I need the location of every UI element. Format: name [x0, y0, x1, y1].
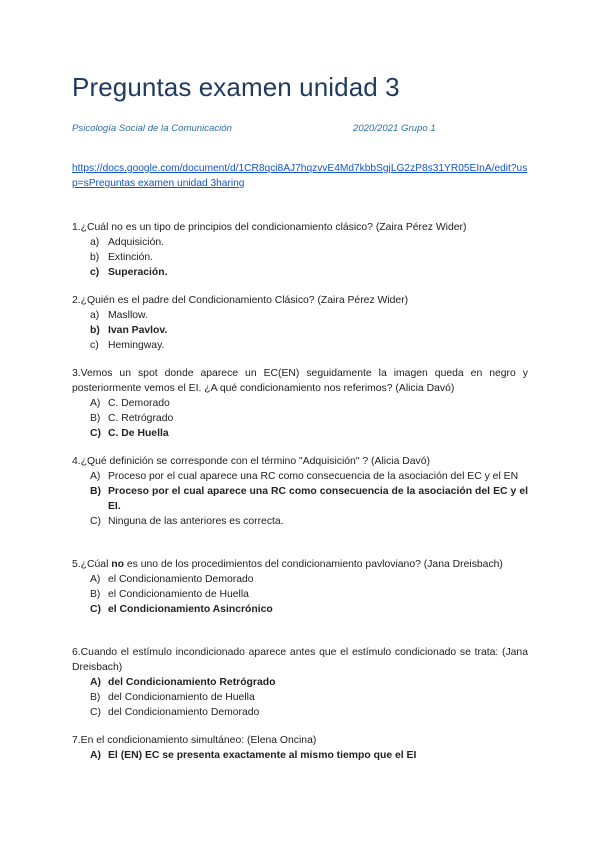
option-correct: C) C. De Huella: [90, 428, 169, 439]
option: B) el Condicionamiento de Huella: [90, 589, 249, 600]
question-4: [72, 454, 528, 529]
option-correct: b) Ivan Pavlov.: [90, 325, 168, 336]
option: a) Adquisición.: [90, 237, 165, 248]
question-3: [72, 366, 528, 441]
options-list: [72, 572, 528, 617]
year-group: 2020/2021 Grupo 1: [353, 123, 436, 134]
question-stem: 7.En el condicionamiento simultáneo: (Elena Oncina): [72, 735, 317, 746]
question-7: [72, 733, 528, 763]
option: c) Hemingway.: [90, 340, 165, 351]
question-stem: 1.¿Cuál no es un tipo de principios del condicionamiento clásico? (Zaira Pérez Wider): [72, 222, 467, 233]
question-2: [72, 293, 528, 353]
option: a) Masllow.: [90, 310, 148, 321]
option: A) el Condicionamiento Demorado: [90, 574, 254, 585]
option: A) C. Demorado: [90, 398, 170, 409]
source-link[interactable]: https://docs.google.com/document/d/1CR8qci8AJ7hqzvvE4Md7kbbSgjLG2zP8s31YR05EInA/edit?usp=sPreguntas examen unidad 3haring: [72, 163, 528, 189]
document-subtitle: [72, 123, 532, 134]
option: B) del Condicionamiento de Huella: [90, 692, 255, 703]
options-list: [72, 396, 528, 441]
option-correct: C) el Condicionamiento Asincrónico: [90, 604, 273, 615]
document-title: Preguntas examen unidad 3: [72, 72, 400, 102]
option: b) Extinción.: [90, 252, 154, 263]
question-stem: 6.Cuando el estímulo incondicionado aparece antes que el estímulo condicionado se trata: (Jana Dreisbach): [72, 647, 528, 673]
options-list: [72, 748, 528, 763]
option: B) C. Retrógrado: [90, 413, 174, 424]
question-6: [72, 645, 528, 720]
question-1: [72, 220, 528, 280]
options-list: [72, 675, 528, 720]
option-correct: A) del Condicionamiento Retrógrado: [90, 677, 276, 688]
question-stem: 2.¿Quién es el padre del Condicionamiento Clásico? (Zaira Pérez Wider): [72, 295, 409, 306]
option-correct: B) Proceso por el cual aparece una RC como consecuencia de la asociación del EC y el EI.: [90, 486, 528, 512]
options-list: [72, 308, 528, 353]
question-stem: 5.¿Cúal no es uno de los procedimientos del condicionamiento pavloviano? (Jana Dreisbach): [72, 559, 503, 570]
option: A) Proceso por el cual aparece una RC como consecuencia de la asociación del EC y el EN: [90, 471, 519, 482]
course-name: Psicología Social de la Comunicación: [72, 123, 232, 134]
question-5: [72, 557, 528, 617]
question-stem: 4.¿Qué definición se corresponde con el término "Adquisición" ? (Alicia Davó): [72, 456, 430, 467]
option: C) del Condicionamiento Demorado: [90, 707, 260, 718]
options-list: [72, 235, 528, 280]
question-stem: 3.Vemos un spot donde aparece un EC(EN) seguidamente la imagen queda en negro y posteriormente vemos el EI. ¿A qué condicionamiento nos referimos? (Alicia Davó): [72, 368, 528, 394]
option-correct: A) El (EN) EC se presenta exactamente al mismo tiempo que el EI: [90, 750, 417, 761]
option-correct: c) Superación.: [90, 267, 168, 278]
option: C) Ninguna de las anteriores es correcta.: [90, 516, 284, 527]
options-list: [72, 469, 528, 529]
